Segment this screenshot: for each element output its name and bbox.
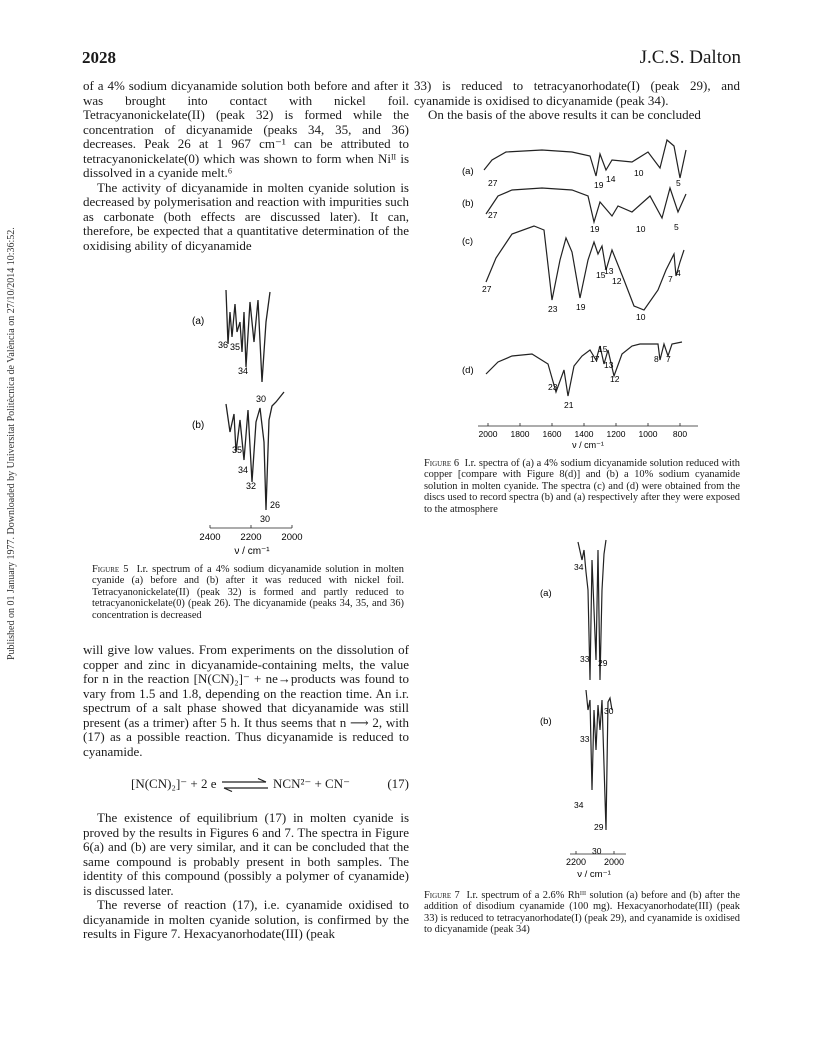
figure-6-tick-label: 1600	[542, 429, 562, 439]
paragraph: 33) is reduced to tetracyanorhodate(I) (peak 29), and cyanamide is oxidised to dicyanamide (peak 34).	[414, 78, 740, 108]
journal-title: J.C.S. Dalton	[639, 47, 741, 68]
figure-7-peak-label: 34	[574, 800, 584, 810]
figure-7-tick-label: 2000	[603, 857, 625, 867]
figure-6-tick-label: 2000	[478, 429, 498, 439]
figure-6-peak-label: 7	[668, 274, 673, 284]
figure-6-caption-text: I.r. spectra of (a) a 4% sodium dicyanamide solution reduced with copper [compare with Figure 8(d)] and (b) a 10% sodium cyanamide solution in molten cyanide. The spectra (c) and (d) were obtained from the discs used to record spectra (b) and (a) respectively after they were exposed to the atmosphere	[424, 458, 740, 515]
figure-6-label-a: (a)	[462, 166, 474, 177]
figure-7-peak-label: 34	[574, 562, 584, 572]
figure-6-peak-label: 10	[636, 312, 646, 322]
figure-7-tick-label: 2200	[565, 857, 587, 867]
figure-6-tick-label: 1800	[510, 429, 530, 439]
figure-5-tick-label: 2400	[199, 532, 221, 543]
figure-6-caption	[424, 458, 740, 515]
figure-5-peak-label: 35	[230, 342, 241, 352]
figure-7-label-a: (a)	[540, 588, 552, 599]
figure-6-peak-label: 10	[636, 224, 646, 234]
figure-7-peak-label: 33	[580, 734, 590, 744]
figure-7-peak-label: 30	[592, 846, 602, 856]
figure-6-peak-label: 17	[590, 354, 600, 364]
equation-17	[83, 777, 409, 797]
figure-7-axis-unit: ν / cm⁻¹	[577, 869, 611, 880]
figure-5-axis-unit: ν / cm⁻¹	[234, 546, 270, 557]
paragraph: The reverse of reaction (17), i.e. cyanamide oxidised to dicyanamide in molten cyanide solution, is confirmed by the results in Figure 7. Hexacyanorhodate(III) (peak	[83, 897, 409, 941]
figure-5-tick-label: 2200	[240, 532, 262, 543]
figure-5-peak-label: 36	[218, 340, 229, 350]
figure-7-caption-label: Figure 7	[424, 890, 460, 901]
page-number: 2028	[82, 48, 116, 67]
figure-6-peak-label: 27	[488, 210, 498, 220]
figure-7-peak-label: 29	[594, 822, 604, 832]
figure-6-peak-label: 14	[606, 174, 616, 184]
figure-5-caption-label: Figure 5	[92, 564, 129, 575]
figure-5-caption	[92, 564, 404, 621]
figure-6-label-d: (d)	[462, 365, 474, 376]
figure-6-tick-label: 800	[672, 429, 688, 439]
figure-6-peak-label: 23	[548, 304, 558, 314]
figure-6-peak-label: 8	[654, 354, 659, 364]
figure-6-trace-a	[484, 140, 686, 178]
figure-6-peak-label: 19	[576, 302, 586, 312]
figure-7-peak-label: 29	[598, 658, 608, 668]
figure-6-trace-d	[486, 342, 682, 396]
figure-6-peak-label: 15	[596, 270, 606, 280]
figure-6-peak-label: 12	[610, 374, 620, 384]
figure-7-label-b: (b)	[540, 716, 552, 727]
equation-right: NCN²⁻ + CN⁻	[273, 776, 350, 791]
figure-6-peak-label: 15	[598, 344, 608, 354]
figure-6-peak-label: 19	[590, 224, 600, 234]
figure-6-peak-label: 27	[488, 178, 498, 188]
equation-number: (17)	[387, 776, 409, 791]
figure-6-peak-label: 7	[666, 354, 671, 364]
figure-7-spectrum	[530, 530, 690, 880]
figure-5-peak-label: 34	[238, 465, 249, 475]
figure-6-caption-label: Figure 6	[424, 458, 460, 469]
figure-6-trace-b	[486, 188, 686, 222]
figure-6-peak-label: 13	[604, 266, 614, 276]
download-notice: Published on 01 January 1977. Downloaded by Universitat Politècnica de València on 27/10/2014 10:36:52.	[6, 227, 17, 660]
paragraph: The activity of dicyanamide in molten cyanide solution is decreased by polymerisation and reaction with impurities such as carbonate (both effects are discussed later). It can, therefore, be expected that a quantitative determination of the oxidising ability of dicyanamide	[83, 179, 409, 253]
paragraph: of a 4% sodium dicyanamide solution both before and after it was brought into contact with nickel foil. Tetracyanonickelate(II) (peak 32) is formed while the concentration of dicyanamide (peaks 34, 35, and 36) decreases. Peak 26 at 1 967 cm⁻¹ can be attributed to tetracyanonickelate(0) which was shown to form when Niᴵᴵ is dissolved in a cyanide melt.⁶	[83, 78, 409, 180]
figure-5-label-a: (a)	[192, 316, 205, 327]
figure-6-peak-label: 23	[548, 382, 558, 392]
figure-5-peak-label: 30	[260, 514, 271, 524]
figure-5-peak-label: 26	[270, 500, 281, 510]
figure-5-peak-label: 35	[232, 445, 243, 455]
left-column-top	[83, 79, 409, 253]
left-column-bottom	[83, 643, 409, 942]
figure-5-spectrum	[180, 282, 330, 557]
equation-left: [N(CN)₂]⁻ + 2 e	[131, 776, 217, 791]
figure-7-peak-label: 33	[580, 654, 590, 664]
figure-5-label-b: (b)	[192, 420, 205, 431]
figure-6-peak-label: 19	[594, 180, 604, 190]
figure-5-peak-label: 34	[238, 366, 249, 376]
figure-6-tick-label: 1200	[606, 429, 626, 439]
paragraph: The existence of equilibrium (17) in molten cyanide is proved by the results in Figures 6 and 7. The spectra in Figure 6(a) and (b) are very similar, and it can be concluded that the same compound is probably present in both samples. The identity of this compound (possibly a polymer of cyanamide) is discussed later.	[83, 810, 409, 898]
right-column-top	[414, 79, 740, 123]
figure-6-peak-label: 4	[676, 268, 681, 278]
figure-6-peak-label: 5	[674, 222, 679, 232]
figure-5-tick-label: 2000	[281, 532, 303, 543]
figure-5-peak-label: 30	[256, 394, 267, 404]
paragraph: will give low values. From experiments on the dissolution of copper and zinc in dicyanamide-containing melts, the value for n in the reaction [N(CN)₂]⁻ + ne→products was found to vary from 1.5 and 1.8, depending on the reaction time. An i.r. spectrum of a salt phase showed that dicyanamide was still present (as a trimer) after 5 h. It thus seems that n ⟶ 2, with (17) as a possible reaction. Thus dicyanamide is reduced to cyanamide.	[83, 642, 409, 759]
figure-7-caption	[424, 890, 740, 936]
figure-6-peak-label: 10	[634, 168, 644, 178]
figure-6-tick-label: 1000	[638, 429, 658, 439]
paragraph: On the basis of the above results it can be concluded	[428, 107, 701, 122]
figure-6-label-c: (c)	[462, 236, 474, 247]
figure-6-peak-label: 12	[612, 276, 622, 286]
figure-7-peak-label: 30	[604, 706, 614, 716]
figure-5-caption-text: I.r. spectrum of a 4% sodium dicyanamide solution in molten cyanide (a) before and (b) after it was reduced with nickel foil. Tetracyanonickelate(II) (peak 32) is formed and partly reduced to tetracyanonickelate(0) (peak 26). The dicyanamide (peaks 34, 35, and 36) concentration is decreased	[92, 564, 404, 621]
figure-6-peak-label: 21	[564, 400, 574, 410]
figure-5-peak-label: 32	[246, 481, 257, 491]
figure-6-tick-label: 1400	[574, 429, 594, 439]
figure-6-trace-c	[486, 226, 684, 310]
figure-7-caption-text: I.r. spectrum of a 2.6% Rhᴵᴵᴵ solution (a) before and (b) after the addition of disodium cyanamide (100 mg). Hexacyanorhodate(III) (peak 33) is reduced to tetracyanorhodate(I) (peak 29), and cyanamide is oxidised to dicyanamide (peak 34)	[424, 890, 740, 936]
figure-6-peak-label: 27	[482, 284, 492, 294]
equilibrium-arrow-icon	[220, 778, 270, 792]
figure-6-label-b: (b)	[462, 198, 474, 209]
figure-6-axis-unit: ν / cm⁻¹	[572, 440, 604, 450]
figure-6-peak-label: 5	[676, 178, 681, 188]
figure-6-peak-label: 13	[604, 360, 614, 370]
figure-6-spectrum	[462, 130, 712, 450]
